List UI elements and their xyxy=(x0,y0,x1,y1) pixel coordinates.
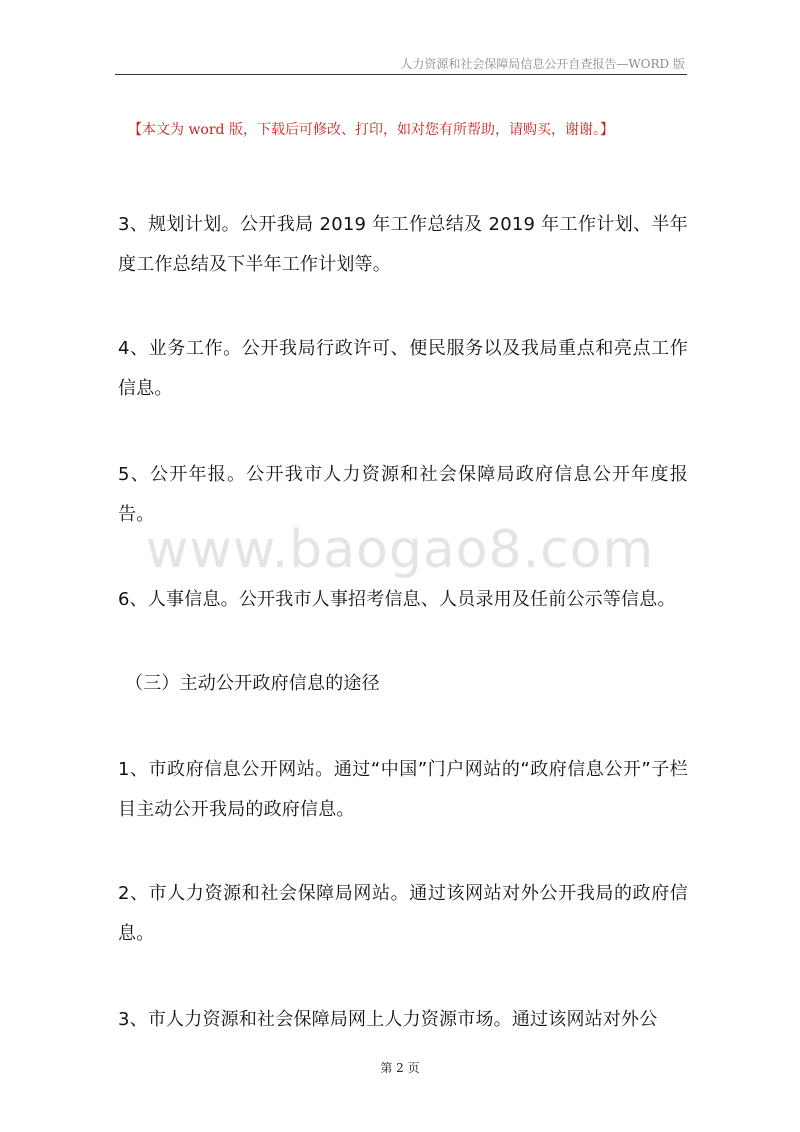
paragraph-business: 4、业务工作。公开我局行政许可、便民服务以及我局重点和亮点工作信息。 xyxy=(118,338,688,399)
header-divider xyxy=(115,74,687,75)
running-header: 人力资源和社会保障局信息公开自查报告—WORD 版 xyxy=(400,57,685,71)
watermark: www.baogao8.com xyxy=(145,520,655,580)
paragraph-annual-report: 5、公开年报。公开我市人力资源和社会保障局政府信息公开年度报告。 xyxy=(118,464,688,525)
paragraph-hr-market: 3、市人力资源和社会保障局网上人力资源市场。通过该网站对外公 xyxy=(118,1009,658,1030)
section-heading: （三）主动公开政府信息的途径 xyxy=(125,673,380,694)
paragraph-planning: 3、规划计划。公开我局 2019 年工作总结及 2019 年工作计划、半年度工作总结及下半年工作计划等。 xyxy=(118,214,688,275)
download-notice: 【本文为 word 版，下载后可修改、打印，如对您有所帮助，请购买，谢谢。】 xyxy=(128,122,614,138)
paragraph-bureau-website: 2、市人力资源和社会保障局网站。通过该网站对外公开我局的政府信息。 xyxy=(118,883,688,944)
paragraph-gov-website: 1、市政府信息公开网站。通过“中国”门户网站的“政府信息公开”子栏目主动公开我局的政府信息。 xyxy=(118,759,688,820)
page-number: 第 2 页 xyxy=(380,1061,420,1075)
paragraph-personnel: 6、人事信息。公开我市人事招考信息、人员录用及任前公示等信息。 xyxy=(118,589,676,610)
